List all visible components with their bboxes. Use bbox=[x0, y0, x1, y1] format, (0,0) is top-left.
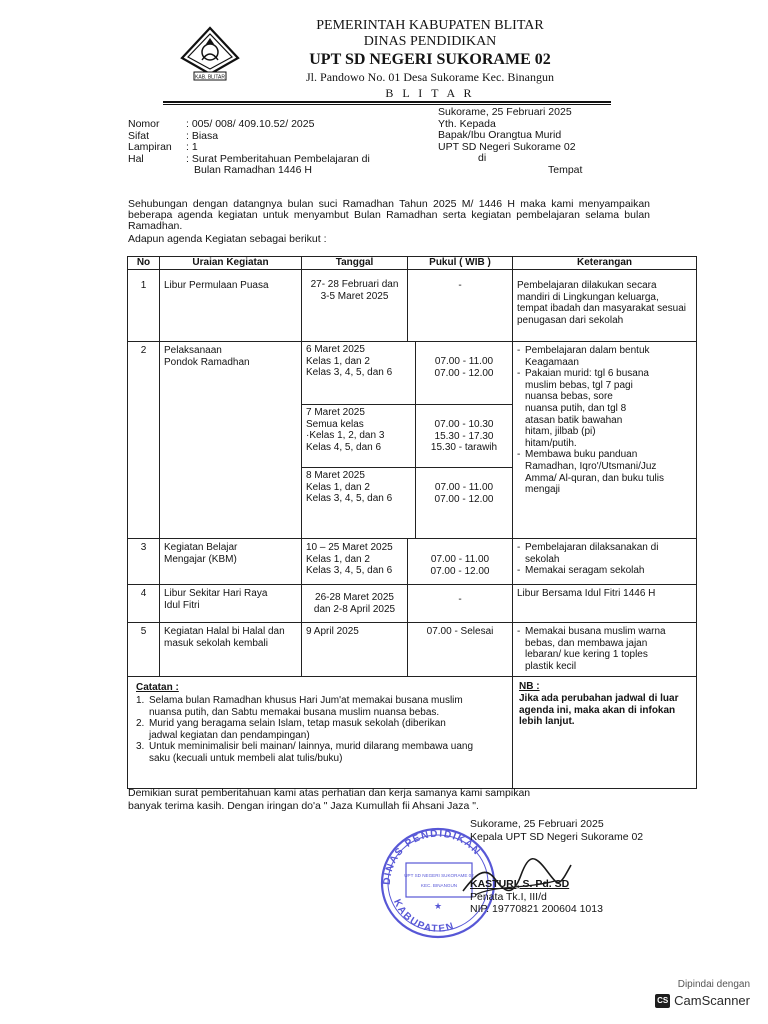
nb-text: Jika ada perubahan jadwal di luar agenda ini, maka akan di infokan lebih lanjut. bbox=[519, 692, 679, 728]
table-row: 1 Libur Permulaan Puasa 27- 28 Februari dan 3-5 Maret 2025 - Pembelajaran dilakukan secara mandiri di Lingkungan keluarga, tempat ibadah dan masyarakat sesuai penugasan dari sekolah bbox=[128, 270, 697, 342]
letterhead-rule bbox=[163, 101, 611, 103]
hal-value-cont: Bulan Ramadhan 1446 H bbox=[194, 164, 312, 176]
letterhead-department: DINAS PENDIDIKAN bbox=[363, 34, 497, 49]
agenda-table bbox=[127, 256, 697, 789]
hal-label: Hal bbox=[128, 152, 144, 165]
nb-box bbox=[513, 677, 697, 789]
schedule-block: 6 Maret 2025 Kelas 1, dan 2 Kelas 3, 4, 5, dan 6 07.00 - 11.00 07.00 - 12.00 bbox=[302, 342, 512, 404]
catatan-title: Catatan : bbox=[136, 682, 179, 694]
sifat-value: : Biasa bbox=[186, 129, 219, 142]
handwritten-signature bbox=[455, 835, 575, 905]
letterhead-school: UPT SD NEGERI SUKORAME 02 bbox=[309, 51, 551, 68]
signature-date: Sukorame, 25 Februari 2025 bbox=[470, 818, 604, 830]
signature-title: Kepala UPT SD Negeri Sukorame 02 bbox=[470, 830, 644, 843]
table-row: 3 Kegiatan Belajar Mengajar (KBM) 10 – 25 Maret 2025 Kelas 1, dan 2 Kelas 3, 4, 5, dan 6 07.00 - 11.00 07.00 - 12.00 - Pembelajaran dilaksanakan di sekolah - Memakai seragam sekolah bbox=[128, 539, 697, 585]
letter-date: Sukorame, 25 Februari 2025 bbox=[438, 106, 572, 118]
nomor-label: Nomor bbox=[128, 118, 160, 130]
schedule-block: 7 Maret 2025 Semua kelas ·Kelas 1, 2, dan 3 Kelas 4, 5, dan 6 07.00 - 10.30 15.30 - 17.30 15.30 - tarawih bbox=[302, 404, 512, 467]
letter-meta bbox=[128, 119, 404, 177]
notes-row bbox=[128, 677, 697, 789]
address-school: UPT SD Negeri Sukorame 02 bbox=[438, 140, 576, 153]
hal-value: : Surat Pemberitahuan Pembelajaran di bbox=[186, 152, 370, 165]
regency-emblem-logo bbox=[178, 24, 242, 84]
table-row: 4 Libur Sekitar Hari Raya Idul Fitri 26-28 Maret 2025 dan 2-8 April 2025 - Libur Bersama Idul Fitri 1446 H bbox=[128, 585, 697, 623]
address-block bbox=[438, 107, 582, 176]
svg-text:KEC. BINANGUN: KEC. BINANGUN bbox=[420, 883, 458, 888]
table-row: 2 Pelaksanaan Pondok Ramadhan 6 Maret 2025 Kelas 1, dan 2 Kelas 3, 4, 5, dan 6 07.00 - 11.00 07.00 - 12.00 7 Maret 2025 Semua kelas ·Kelas 1, 2, dan 3 Kelas 4, 5, dan 6 07.00 - 10.30 15.30 - 17.30 15.30 - tarawih 8 Maret 2025 Kelas 1, dan 2 Kelas 3, 4, 5, dan 6 07.00 - 11.00 07.00 - 12.00 - Pembelajaran dalam bentuk Keagamaan - Pakaian murid: tgl 6 busana muslim bebas, tgl 7 pagi nuansa bebas, sore nuansa putih, dan tgl 8 atasan batik bawahan hitam, jilbab (pi) hitam/putih. - Membawa buku panduan Ramadhan, Iqro'/Utsmani/Juz Amma/ Al-quran, dan buku tulis mengaji bbox=[128, 342, 697, 539]
svg-text:UPT SD NEGERI SUKORAME 02: UPT SD NEGERI SUKORAME 02 bbox=[404, 873, 474, 878]
header-tanggal: Tanggal bbox=[302, 257, 408, 270]
address-recipient: Bapak/Ibu Orangtua Murid bbox=[438, 129, 562, 141]
address-di: di bbox=[478, 152, 487, 164]
svg-text:KABUPATEN: KABUPATEN bbox=[391, 897, 457, 935]
svg-text:KAB. BLITAR: KAB. BLITAR bbox=[195, 74, 225, 81]
table-row: 5 Kegiatan Halal bi Halal dan masuk sekolah kembali 9 April 2025 07.00 - Selesai - Memakai busana muslim warna bebas, dan membawa jajan lebaran/ kue kering 1 toples plastik kecil bbox=[128, 623, 697, 677]
address-to: Yth. Kepada bbox=[438, 117, 496, 130]
table-header-row bbox=[128, 257, 697, 270]
intro-paragraph: Sehubungan dengan datangnya bulan suci Ramadhan Tahun 2025 M/ 1446 H maka kami menyampaikan beberapa agenda kegiatan untuk menyambut Bulan Ramadhan serta kegiatan pembelajaran selama bulan Ramadhan. bbox=[128, 198, 650, 232]
letterhead-rule-thin bbox=[163, 104, 611, 105]
header-uraian: Uraian Kegiatan bbox=[160, 257, 302, 270]
camscanner-icon: CS bbox=[655, 994, 670, 1008]
address-place: Tempat bbox=[548, 163, 583, 176]
signature-rank: Penata Tk.I, III/d bbox=[470, 890, 547, 903]
sifat-label: Sifat bbox=[128, 129, 150, 142]
letterhead-city: B L I T A R bbox=[385, 86, 475, 100]
letterhead-address: Jl. Pandowo No. 01 Desa Sukorame Kec. Binangun bbox=[306, 70, 554, 84]
letterhead-government: PEMERINTAH KABUPATEN BLITAR bbox=[316, 18, 544, 33]
header-keterangan: Keterangan bbox=[513, 257, 697, 270]
closing-paragraph: Demikian surat pemberitahuan kami atas perhatian dan kerja samanya kami sampikan banyak terima kasih. Dengan iringan do'a " Jaza Kumullah fii Ahsani Jaza ". bbox=[128, 787, 531, 812]
intro-agenda-line: Adapun agenda Kegiatan sebagai berikut : bbox=[128, 233, 327, 245]
signature-name: KASTURI, S. Pd. SD bbox=[470, 878, 570, 890]
catatan-box: Catatan : 1. Selama bulan Ramadhan khusus Hari Jum'at memakai busana muslim nuansa putih, dan Sabtu memakai busana muslim nuansa bebas. 2. Murid yang beragama selain Islam, tetap masuk sekolah (diberikan jadwal kegiatan dan pendampingan) 3. Untuk meminimalisir beli mainan/ lainnya, murid dilarang membawa uang saku (kecuali untuk membeli alat tulis/buku) bbox=[128, 677, 513, 789]
header-no: No bbox=[128, 257, 160, 270]
nomor-value: : 005/ 008/ 409.10.52/ 2025 bbox=[186, 118, 315, 130]
watermark-brand: CamScanner bbox=[674, 993, 750, 1008]
lampiran-value: : 1 bbox=[186, 141, 198, 153]
signature-nip: NIP. 19770821 200604 1013 bbox=[470, 903, 603, 915]
nb-title: NB : bbox=[519, 681, 540, 693]
svg-text:★: ★ bbox=[433, 901, 443, 911]
header-pukul: Pukul ( WIB ) bbox=[408, 257, 513, 270]
watermark-caption: Dipindai dengan bbox=[677, 979, 750, 990]
svg-text:DINAS PENDIDIKAN: DINAS PENDIDIKAN bbox=[381, 828, 483, 886]
camscanner-watermark bbox=[646, 979, 750, 1008]
lampiran-label: Lampiran bbox=[128, 141, 172, 153]
schedule-block: 8 Maret 2025 Kelas 1, dan 2 Kelas 3, 4, 5, dan 6 07.00 - 11.00 07.00 - 12.00 bbox=[302, 467, 512, 538]
letterhead bbox=[240, 18, 620, 101]
